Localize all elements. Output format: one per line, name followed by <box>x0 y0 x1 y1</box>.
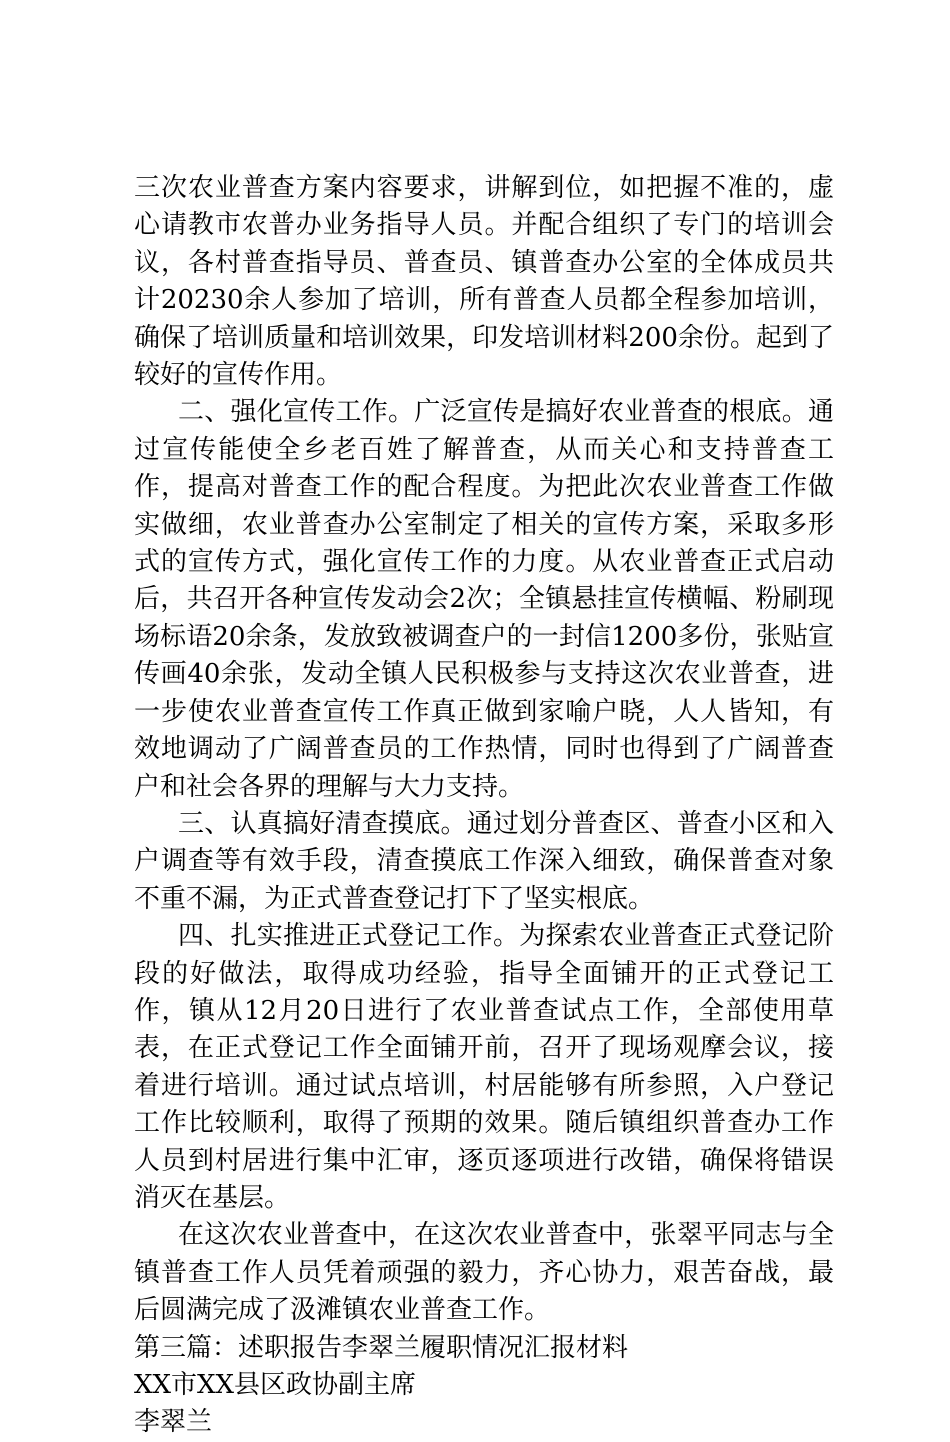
paragraph-publicity: 二、强化宣传工作。广泛宣传是搞好农业普查的根底。通过宣传能使全乡老百姓了解普查，从而关心和支持普查工作，提高对普查工作的配合程度。为把此次农业普查工作做实做细，农业普查办公室制定了相关的宣传方案，采取多形式的宣传方式，强化宣传工作的力度。从农业普查正式启动后，共召开各种宣传发动会2次；全镇悬挂宣传横幅、粉刷现场标语20余条，发放致被调查户的一封信1200多份，张贴宣传画40余张，发动全镇人民积极参与支持这次农业普查，进一步使农业普查宣传工作真正做到家喻户晓，人人皆知，有效地调动了广阔普查员的工作热情，同时也得到了广阔普查户和社会各界的理解与大力支持。 <box>134 397 834 802</box>
author-name: 李翠兰 <box>134 1407 213 1438</box>
section-heading: 第三篇：述职报告李翠兰履职情况汇报材料 <box>134 1332 629 1363</box>
paragraph-survey: 三、认真搞好清查摸底。通过划分普查区、普查小区和入户调查等有效手段，清查摸底工作深入细致，确保普查对象不重不漏，为正式普查登记打下了坚实根底。 <box>134 808 834 914</box>
author-affiliation: XX市XX县区政协副主席 <box>134 1370 417 1400</box>
paragraph-training: 三次农业普查方案内容要求，讲解到位，如把握不准的，虚心请教市农普办业务指导人员。并配合组织了专门的培训会议，各村普查指导员、普查员、镇普查办公室的全体成员共计20230余人参加了培训，所有普查人员都全程参加培训，确保了培训质量和培训效果，印发培训材料200余份。起到了较好的宣传作用。 <box>134 173 834 391</box>
document-body <box>134 170 834 1442</box>
paragraph-registration: 四、扎实推进正式登记工作。为探索农业普查正式登记阶段的好做法，取得成功经验，指导全面铺开的正式登记工作，镇从12月20日进行了农业普查试点工作，全部使用草表，在正式登记工作全面铺开前，召开了现场观摩会议，接着进行培训。通过试点培训，村居能够有所参照，入户登记工作比较顺利，取得了预期的效果。随后镇组织普查办工作人员到村居进行集中汇审，逐页逐项进行改错，确保将错误消灭在基层。 <box>134 921 834 1213</box>
paragraph-conclusion: 在这次农业普查中，在这次农业普查中，张翠平同志与全镇普查工作人员凭着顽强的毅力，齐心协力，艰苦奋战，最后圆满完成了汲滩镇农业普查工作。 <box>134 1220 834 1326</box>
